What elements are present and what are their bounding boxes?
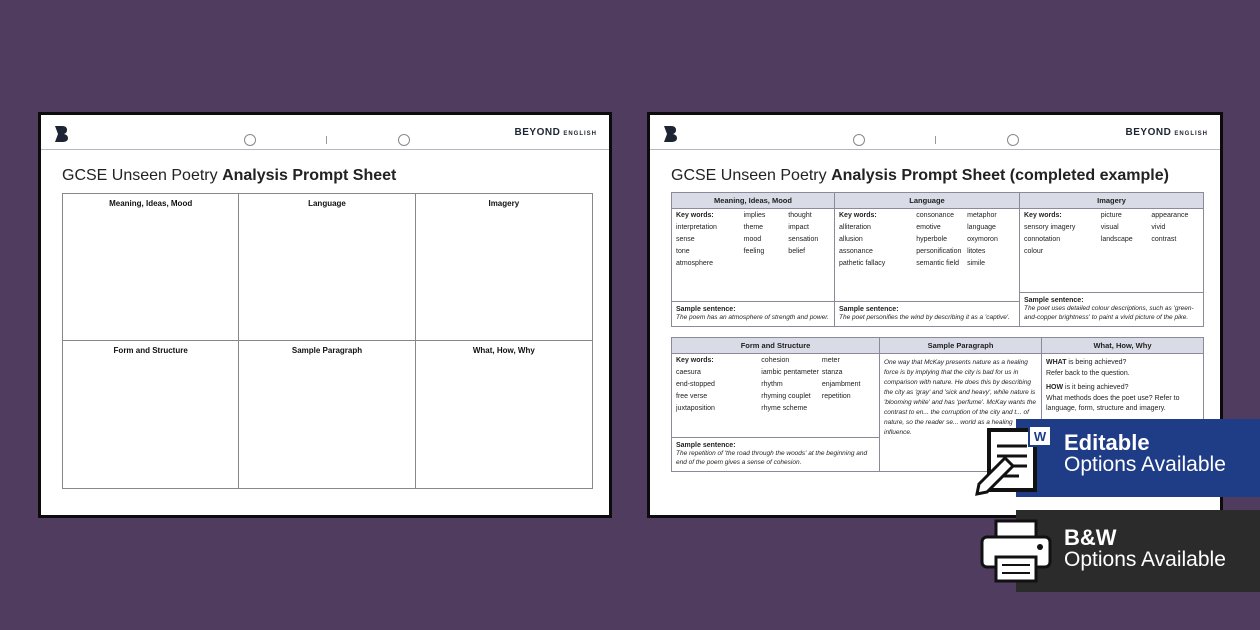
keyword: caesura	[676, 369, 701, 376]
keyword: emotive	[916, 224, 941, 231]
bw-options-badge: B&W Options Available	[1016, 510, 1260, 592]
imagery-keywords	[1020, 209, 1203, 292]
language-keywords	[835, 209, 1019, 301]
sample-paragraph-text: One way that McKay presents nature as a healing force is by implying that the city is bad for us in comparison with nature. He does this by describing the city as 'gray' and 'sick and heavy', while nature is 'blooming white' and has 'perfume'. McKay wants the contrast to en... the corruption of the city and t... of nature, so the reader se... world as a healing influence.	[884, 359, 1037, 437]
keyword: sense	[676, 236, 695, 243]
keyword: repetition	[821, 393, 851, 400]
printer-icon	[978, 517, 1054, 585]
keyword: impact	[788, 224, 809, 231]
keyword: theme	[743, 224, 764, 231]
cell-sample-paragraph: Sample Paragraph	[239, 341, 415, 488]
keyword: litotes	[967, 248, 986, 255]
form-sample: Sample sentence: The repetition of 'the road through the woods' at the beginning and end of the poem gives a sense of cohesion.	[672, 437, 879, 471]
top-table	[671, 192, 1204, 327]
keyword: visual	[1100, 224, 1119, 231]
word-document-icon	[975, 424, 1057, 496]
keyword: atmosphere	[676, 260, 713, 267]
keyword: meter	[821, 357, 840, 364]
key-words-label: Key words:	[676, 357, 714, 364]
keyword: assonance	[839, 248, 873, 255]
sheet-title: GCSE Unseen Poetry Analysis Prompt Sheet (completed example)	[671, 167, 1169, 184]
form-keywords	[672, 354, 879, 437]
paragraph-column: Sample Paragraph One way that McKay presents nature as a healing force is by implying that the city is bad for us in comparison with nature. He does this by describing the city as 'gray' and 'sick and heavy', while nature is 'blooming white' and has 'perfume'. McKay wants the contrast to en... the corruption of the city and t... of nature, so the reader se... world as a healing influence.	[880, 338, 1042, 471]
language-column: Language Key words: consonance metaphor alliteration emotive language allusion hyperbole oxymoron assonance personification litotes pathetic fallacy semantic field simile Sample sentence: The poet personifies the wind by describing it as a 'captive'.	[835, 193, 1020, 326]
cell-meaning: Meaning, Ideas, Mood	[63, 194, 239, 341]
keyword: picture	[1100, 212, 1122, 219]
what-how-why-text: WHAT is being achieved? Refer back to the question. HOW is it being achieved? What methods does the poet use? Refer to language, form, structure and imagery.	[1046, 359, 1180, 412]
language-sample: Sample sentence: The poet personifies the wind by describing it as a 'captive'.	[835, 301, 1019, 326]
keyword: enjambment	[821, 381, 861, 388]
keyword: allusion	[839, 236, 863, 243]
key-words-label: Key words:	[676, 212, 714, 219]
keyword: free verse	[676, 393, 708, 400]
keyword: simile	[967, 260, 985, 267]
imagery-sample: Sample sentence: The poet uses detailed colour descriptions, such as 'green-and-copper brightness' to paint a vivid picture of the pike.	[1020, 292, 1203, 326]
keyword: consonance	[916, 212, 954, 219]
keyword: end-stopped	[676, 381, 715, 388]
keyword: contrast	[1151, 236, 1177, 243]
keyword: appearance	[1151, 212, 1189, 219]
cell-language: Language	[239, 194, 415, 341]
keyword: language	[967, 224, 996, 231]
brand-wordmark: BEYOND ENGLISH	[1125, 127, 1208, 138]
keyword: rhyme scheme	[761, 405, 808, 412]
keyword: personification	[916, 248, 962, 255]
blank-prompt-sheet	[38, 112, 612, 518]
cell-imagery: Imagery	[416, 194, 592, 341]
brand-wordmark: BEYOND ENGLISH	[514, 127, 597, 138]
keyword: cohesion	[761, 357, 790, 364]
prompt-grid	[62, 193, 593, 489]
keyword: connotation	[1024, 236, 1061, 243]
keyword: vivid	[1151, 224, 1166, 231]
keyword: interpretation	[676, 224, 717, 231]
meaning-keywords	[672, 209, 834, 301]
keyword: oxymoron	[967, 236, 998, 243]
keyword: rhyming couplet	[761, 393, 811, 400]
form-column: Form and Structure Key words: cohesion meter caesura iambic pentameter stanza end-stopped rhythm enjambment free verse rhyming couplet repetition juxtaposition rhyme scheme Sample sentence: The repetition of 'the road through the woods' at the beginning and end of the poem gives a sense of cohesion.	[672, 338, 880, 471]
meaning-sample: Sample sentence: The poem has an atmosphere of strength and power.	[672, 301, 834, 326]
keyword: implies	[743, 212, 766, 219]
imagery-column: Imagery Key words: picture appearance sensory imagery visual vivid connotation landscape contrast colour Sample sentence: The poet uses detailed colour descriptions, such as 'green-and-copper brightness' to paint a vivid picture of the pike.	[1020, 193, 1203, 326]
why-column: What, How, Why WHAT is being achieved? Refer back to the question. HOW is it being achieved? What methods does the poet use? Refer to language, form, structure and imagery.	[1042, 338, 1203, 471]
keyword: alliteration	[839, 224, 871, 231]
keyword: hyperbole	[916, 236, 947, 243]
keyword: pathetic fallacy	[839, 260, 886, 267]
keyword: juxtaposition	[676, 405, 715, 412]
editable-options-badge: Editable Options Available	[1016, 419, 1260, 497]
keyword: feeling	[743, 248, 765, 255]
cell-form: Form and Structure	[63, 341, 239, 488]
keyword: thought	[788, 212, 812, 219]
keyword: iambic pentameter	[761, 369, 819, 376]
meaning-column: Meaning, Ideas, Mood Key words: implies thought interpretation theme impact sense mood sensation tone feeling belief atmosphere Sample sentence: The poem has an atmosphere of strength and power.	[672, 193, 835, 326]
keyword: sensory imagery	[1024, 224, 1076, 231]
keyword: belief	[788, 248, 806, 255]
svg-text:W: W	[1033, 429, 1047, 444]
keyword: stanza	[821, 369, 843, 376]
keyword: mood	[743, 236, 762, 243]
key-words-label: Key words:	[1024, 212, 1062, 219]
cell-what-how-why: What, How, Why	[472, 346, 535, 355]
sheet-title: GCSE Unseen Poetry Analysis Prompt Sheet	[62, 167, 397, 184]
keyword: tone	[676, 248, 690, 255]
keyword: colour	[1024, 248, 1044, 255]
keyword: metaphor	[967, 212, 997, 219]
keyword: semantic field	[916, 260, 960, 267]
keyword: rhythm	[761, 381, 783, 388]
keyword: landscape	[1100, 236, 1133, 243]
key-words-label: Key words:	[839, 212, 877, 219]
keyword: sensation	[788, 236, 819, 243]
